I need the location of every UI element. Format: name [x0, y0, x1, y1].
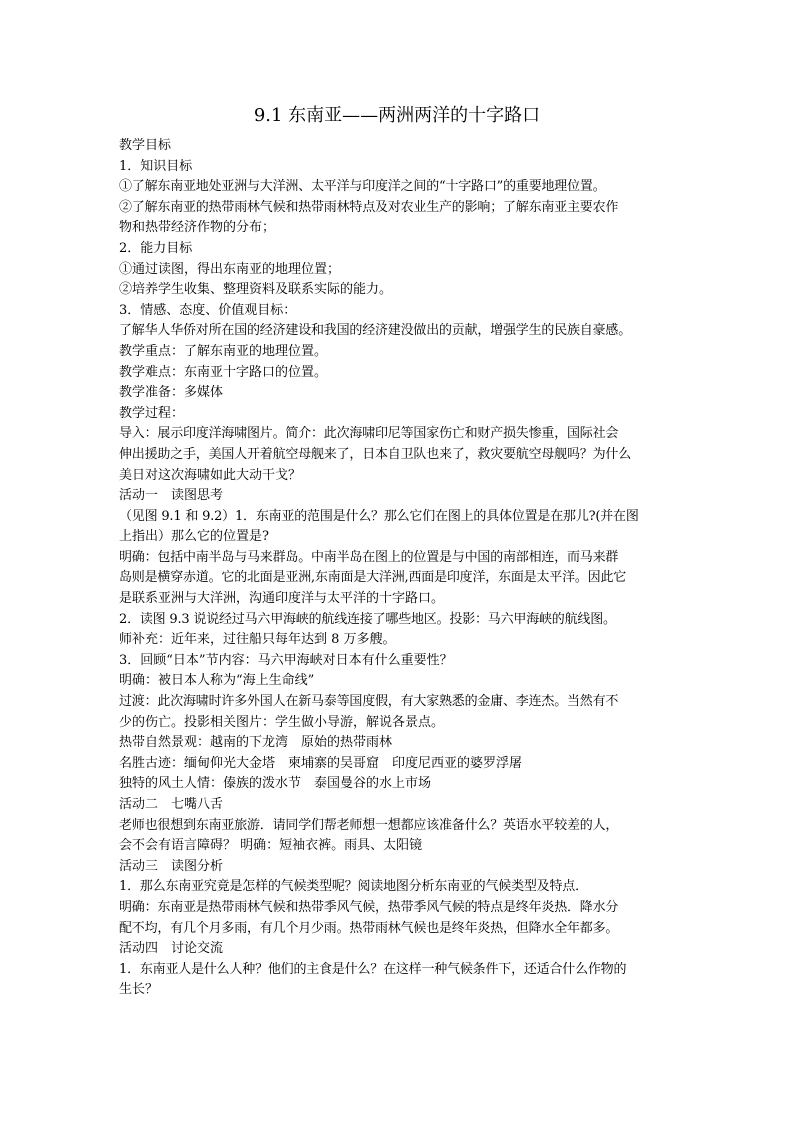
- activity-one-heading: 活动一 读图思考: [119, 488, 224, 504]
- paragraph-line: 上指出）那么它的位置是?: [119, 529, 269, 545]
- paragraph-line: 岛则是横穿赤道。它的北面是亚洲,东南面是大洋洲,西面是印度洋，东面是太平洋。因此它: [119, 570, 627, 586]
- subheading-emotion-goals: 3．情感、态度、价值观目标：: [119, 302, 297, 318]
- paragraph-line: 2．读图 9.3 说说经过马六甲海峡的航线连接了哪些地区。投影：马六甲海峡的航线图。: [119, 611, 616, 627]
- paragraph-line: ②了解东南亚的热带雨林气候和热带雨林特点及对农业生产的影响；了解东南亚主要农作: [119, 199, 619, 215]
- paragraph-line: 热带自然景观：越南的下龙湾 原始的热带雨林: [119, 735, 393, 751]
- paragraph-line: ①了解东南亚地处亚洲与大洋洲、太平洋与印度洋之间的“十字路口”的重要地理位置。: [119, 179, 606, 195]
- paragraph-line: 明确：被日本人称为“海上生命线”: [119, 673, 315, 689]
- paragraph-line: 美日对这次海啸如此大动干戈？: [119, 467, 302, 483]
- paragraph-line: 少的伤亡。投影相关图片：学生做小导游，解说各景点。: [119, 714, 445, 730]
- paragraph-line: ②培养学生收集、整理资料及联系实际的能力。: [119, 282, 393, 298]
- teaching-key-point: 教学重点：了解东南亚的地理位置。: [119, 343, 328, 359]
- paragraph-line: ①通过读图，得出东南亚的地理位置；: [119, 261, 341, 277]
- teaching-preparation: 教学准备：多媒体: [119, 385, 224, 401]
- subheading-knowledge-goals: 1．知识目标: [119, 158, 193, 174]
- teaching-process-heading: 教学过程：: [119, 405, 185, 421]
- document-body: [119, 136, 679, 1001]
- paragraph-line: 过渡：此次海啸时许多外国人在新马泰等国度假，有大家熟悉的金庸、李连杰。当然有不: [119, 694, 619, 710]
- paragraph-line: 1．那么东南亚究竟是怎样的气候类型呢？阅读地图分析东南亚的气候类型及特点．: [119, 879, 588, 895]
- paragraph-line: （见图 9.1 和 9.2）1．东南亚的范围是什么？那么它们在图上的具体位置是在那儿?(并在图: [119, 508, 639, 524]
- paragraph-line: 伸出援助之手，美国人开着航空母舰来了，日本自卫队也来了，救灾要航空母舰吗？为什么: [119, 446, 632, 462]
- paragraph-line: 会不会有语言障碍？ 明确：短袖衣裤。雨具、太阳镜: [119, 838, 423, 854]
- paragraph-line: 明确：东南亚是热带雨林气候和热带季风气候，热带季风气候的特点是终年炎热．降水分: [119, 899, 619, 915]
- paragraph-line: 老师也很想到东南亚旅游．请同学们帮老师想一想都应该准备什么？英语水平较差的人，: [119, 817, 619, 833]
- paragraph-line: 物和热带经济作物的分布；: [119, 220, 276, 236]
- activity-three-heading: 活动三 读图分析: [119, 858, 224, 874]
- paragraph-line: 了解华人华侨对所在国的经济建设和我国的经济建没做出的贡献，增强学生的民族自豪感。: [119, 323, 632, 339]
- document-title: 9.1 东南亚——两洲两洋的十字路口: [253, 105, 541, 126]
- paragraph-line: 明确：包括中南半岛与马来群岛。中南半岛在图上的位置是与中国的南部相连，而马来群: [119, 549, 619, 565]
- activity-two-heading: 活动二 七嘴八舌: [119, 797, 224, 812]
- paragraph-line: 师补充：近年来，过往船只每年达到 8 万多艘。: [119, 632, 396, 648]
- paragraph-line: 名胜古迹：缅甸仰光大金塔 柬埔寨的吴哥窟 印度尼西亚的婆罗浮屠: [119, 755, 523, 771]
- paragraph-line: 独特的风土人情：傣族的泼水节 泰国曼谷的水上市场: [119, 776, 432, 792]
- activity-four-heading: 活动四 讨论交流: [119, 941, 224, 957]
- subheading-ability-goals: 2．能力目标: [119, 240, 193, 256]
- paragraph-line: 生长？: [119, 982, 159, 998]
- section-heading-teaching-goals: 教学目标: [119, 138, 172, 153]
- paragraph-line: 3．回顾“日本”节内容：马六甲海峡对日本有什么重要性？: [119, 652, 453, 668]
- paragraph-line: 1．东南亚人是什么人种？他们的主食是什么？在这样一种气候条件下，还适合什么作物的: [119, 961, 627, 977]
- paragraph-line: 配不均，有几个月多雨，有几个月少雨。热带雨林气候也是终年炎热，但降水全年都多。: [119, 920, 619, 936]
- paragraph-line: 是联系亚洲与大洋洲，沟通印度洋与太平洋的十字路口。: [119, 591, 445, 607]
- teaching-difficulty: 教学难点：东南亚十字路口的位置。: [119, 364, 328, 380]
- paragraph-line: 导入：展示印度洋海啸图片。简介：此次海啸印尼等国家伤亡和财产损失惨重，国际社会: [119, 426, 619, 442]
